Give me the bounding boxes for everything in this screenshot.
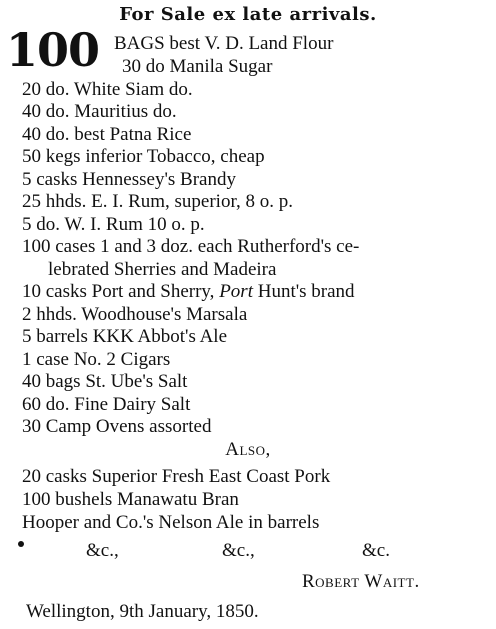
also-heading: Also, (225, 439, 271, 460)
item-italic: Port (219, 281, 253, 302)
item-line: 40 bags St. Ube's Salt (22, 371, 188, 392)
item-line: 25 hhds. E. I. Rum, superior, 8 o. p. (22, 191, 294, 212)
item-line-port (22, 281, 355, 303)
also-item: Hooper and Co.'s Nelson Ale in barrels (22, 512, 320, 533)
item-line: 1 case No. 2 Cigars (22, 349, 171, 370)
item-line: 20 do. White Siam do. (22, 79, 193, 100)
item-line: 5 barrels KKK Abbot's Ale (22, 326, 228, 347)
item-line: 2 hhds. Woodhouse's Marsala (22, 304, 248, 325)
item-line: 100 cases 1 and 3 doz. each Rutherford's ce- (22, 236, 360, 257)
item-line: 5 casks Hennessey's Brandy (22, 169, 236, 190)
item-line: BAGS best V. D. Land Flour (114, 33, 334, 54)
item-line: 30 Camp Ovens assorted (22, 416, 212, 437)
ad-heading: For Sale ex late arrivals. (119, 4, 377, 25)
etc-3: &c. (362, 540, 390, 561)
ink-speck (18, 541, 24, 547)
item-line: lebrated Sherries and Madeira (48, 259, 277, 280)
etc-2: &c., (222, 540, 255, 561)
item-line: 30 do Manila Sugar (122, 56, 273, 77)
also-item: 100 bushels Manawatu Bran (22, 489, 239, 510)
item-text: Hunt's brand (257, 281, 355, 302)
item-text: 10 casks Port and Sherry, (22, 281, 215, 302)
item-line: 40 do. best Patna Rice (22, 124, 192, 145)
item-line: 5 do. W. I. Rum 10 o. p. (22, 214, 205, 235)
signature: Robert Waitt. (302, 571, 420, 592)
dateline: Wellington, 9th January, 1850. (26, 601, 259, 622)
big-number: 100 (6, 23, 100, 77)
also-item: 20 casks Superior Fresh East Coast Pork (22, 466, 331, 487)
item-line: 50 kegs inferior Tobacco, cheap (22, 146, 265, 167)
etc-1: &c., (86, 540, 119, 561)
item-line: 40 do. Mauritius do. (22, 101, 177, 122)
item-line: 60 do. Fine Dairy Salt (22, 394, 191, 415)
